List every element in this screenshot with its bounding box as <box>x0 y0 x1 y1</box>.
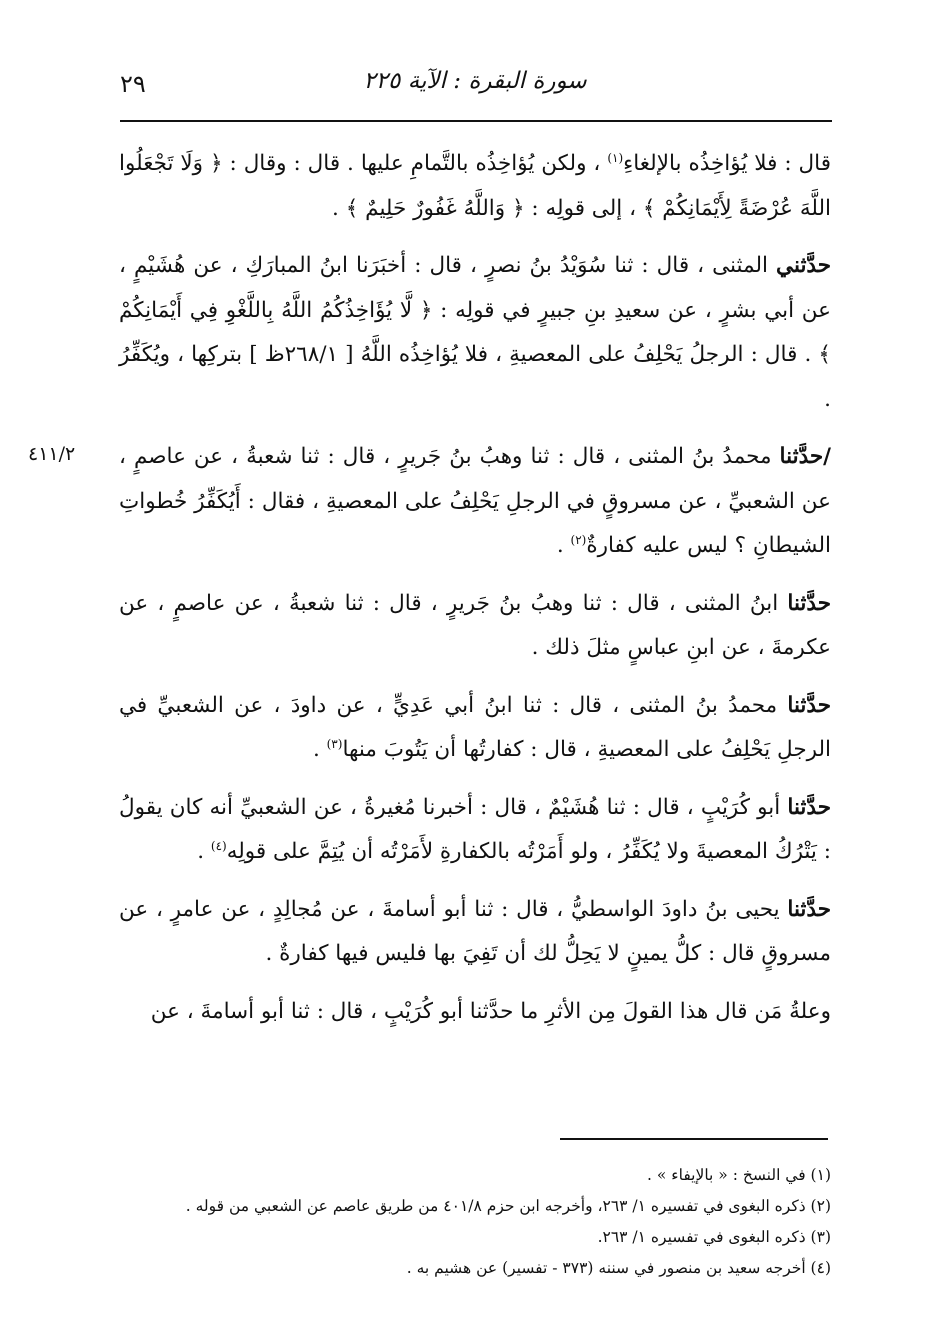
margin-reference: ٤١١/٢ <box>28 443 76 465</box>
paragraph <box>119 990 831 1035</box>
paragraph <box>119 244 831 422</box>
paragraph-text-cont: ، ولكن يُؤاخِذُه بالتَّمامِ عليها . قال : وقال : ﴿ وَلَا تَجْعَلُوا اللَّهَ عُرْضَةً لِأَيْمَانِكُمْ ﴾ ، إلى قولِه : ﴿ وَاللَّهُ غَفُورٌ حَلِيمٌ ﴾ . <box>119 151 831 221</box>
footnote-rule <box>560 1138 828 1140</box>
paragraph <box>119 786 831 875</box>
paragraph <box>119 582 831 671</box>
paragraph <box>119 684 831 773</box>
running-title: سورة البقرة : الآية ٢٢٥ <box>363 68 587 94</box>
paragraph-text: يحيى بنُ داودَ الواسطيُّ ، قال : ثنا أبو أسامةَ ، عن مُجالِدٍ ، عن عامرٍ ، عن مسروقٍ قال : كلُّ يمينٍ لا يَحِلُّ لك أن تَفِيَ بها فليس فيها كفارةٌ . <box>119 896 831 966</box>
header-rule <box>120 120 832 122</box>
page-header <box>120 62 830 106</box>
paragraph-text: أبو كُرَيْبٍ ، قال : ثنا هُشَيْمٌ ، قال : أخبرنا مُغيرةُ ، عن الشعبيِّ أنه كان يقولُ : يَتْرُكُ المعصيةَ ولا يُكَفِّرُ ، ولو أَمَرْتُه بالكفارةِ لأَمَرْتُه أن يُتِمَّ على قولِه <box>119 794 831 864</box>
footnote-ref: (٤) <box>210 838 227 853</box>
isnad-lead: حدَّثنا <box>787 590 831 616</box>
footnote-ref: (٣) <box>326 736 343 751</box>
paragraph-text: ابنُ المثنى ، قال : ثنا وهبُ بنُ جَريرٍ ، قال : ثنا شعبةُ ، عن عاصمٍ ، عن عكرمةَ ، عن ابنِ عباسٍ مثلَ ذلك . <box>119 590 831 660</box>
paragraph-text: وعلةُ مَن قال هذا القولَ مِن الأثرِ ما حدَّثنا أبو كُرَيْبٍ ، قال : ثنا أبو أسامةَ ، عن <box>150 998 831 1024</box>
page-number: ٢٩ <box>120 70 146 98</box>
paragraph <box>119 142 831 231</box>
footnote-ref: (٢) <box>570 532 587 547</box>
paragraph-text: قال : فلا يُؤاخِذُه بالإلغاءِ <box>623 151 831 176</box>
footnote-ref: (١) <box>607 150 624 165</box>
paragraph-text-cont: . <box>197 839 211 864</box>
isnad-lead: /حدَّثنا <box>779 444 831 469</box>
paragraph-text: محمدُ بنُ المثنى ، قال : ثنا ابنُ أبي عَدِيٍّ ، عن داودَ ، عن الشعبيِّ في الرجلِ يَحْلِفُ على المعصيةِ ، قال : كفارتُها أن يَتُوبَ منها <box>119 692 831 762</box>
isnad-lead: حدَّثني <box>776 253 831 278</box>
paragraph-text-cont: . <box>312 737 327 762</box>
isnad-lead: حدَّثنا <box>787 896 831 922</box>
paragraph <box>119 435 831 569</box>
isnad-lead: حدَّثنا <box>787 794 831 820</box>
paragraph-text: المثنى ، قال : ثنا سُوَيْدُ بنُ نصرٍ ، قال : أخبَرَنا ابنُ المبارَكِ ، عن هُشَيْمٍ ، عن أبي بشرٍ ، عن سعيدِ بنِ جبيرٍ في قولِه : ﴿ لَّا يُؤَاخِذُكُمُ اللَّهُ بِاللَّغْوِ فِي أَيْمَانِكُمْ ﴾ . قال : الرجلُ يَحْلِفُ على المعصيةِ ، فلا يُؤاخِذُه اللَّهُ [ ٢٦٨/١ظ ] بتركِها ، ويُكَفِّرُ . <box>119 253 831 412</box>
paragraph-text: محمدُ بنُ المثنى ، قال : ثنا وهبُ بنُ جَريرٍ ، قال : ثنا شعبةُ ، عن عاصمٍ ، عن الشعبيِّ ، عن مسروقٍ في الرجلِ يَحْلِفُ على المعصيةِ ، فقال : أَيُكَفِّرُ خُطواتِ الشيطانِ ؟ ليس عليه كفارةٌ <box>119 444 831 558</box>
footnote: (٢) ذكره البغوى في تفسيره ١/ ٢٦٣، وأخرجه ابن حزم ٤٠١/٨ من طريق عاصم عن الشعبي من قوله . <box>185 1197 831 1215</box>
paragraph <box>119 888 831 977</box>
paragraph-text-cont: . <box>556 533 571 558</box>
footnote: (٤) أخرجه سعيد بن منصور في سننه (٣٧٣ - تفسير) عن هشيم به . <box>406 1259 831 1277</box>
footnote: (٣) ذكره البغوى في تفسيره ١/ ٢٦٣. <box>597 1228 831 1246</box>
main-text <box>119 142 831 1047</box>
footnotes <box>119 1160 831 1284</box>
footnote: (١) في النسخ : « بالإيفاء » . <box>647 1166 831 1184</box>
isnad-lead: حدَّثنا <box>787 692 831 718</box>
